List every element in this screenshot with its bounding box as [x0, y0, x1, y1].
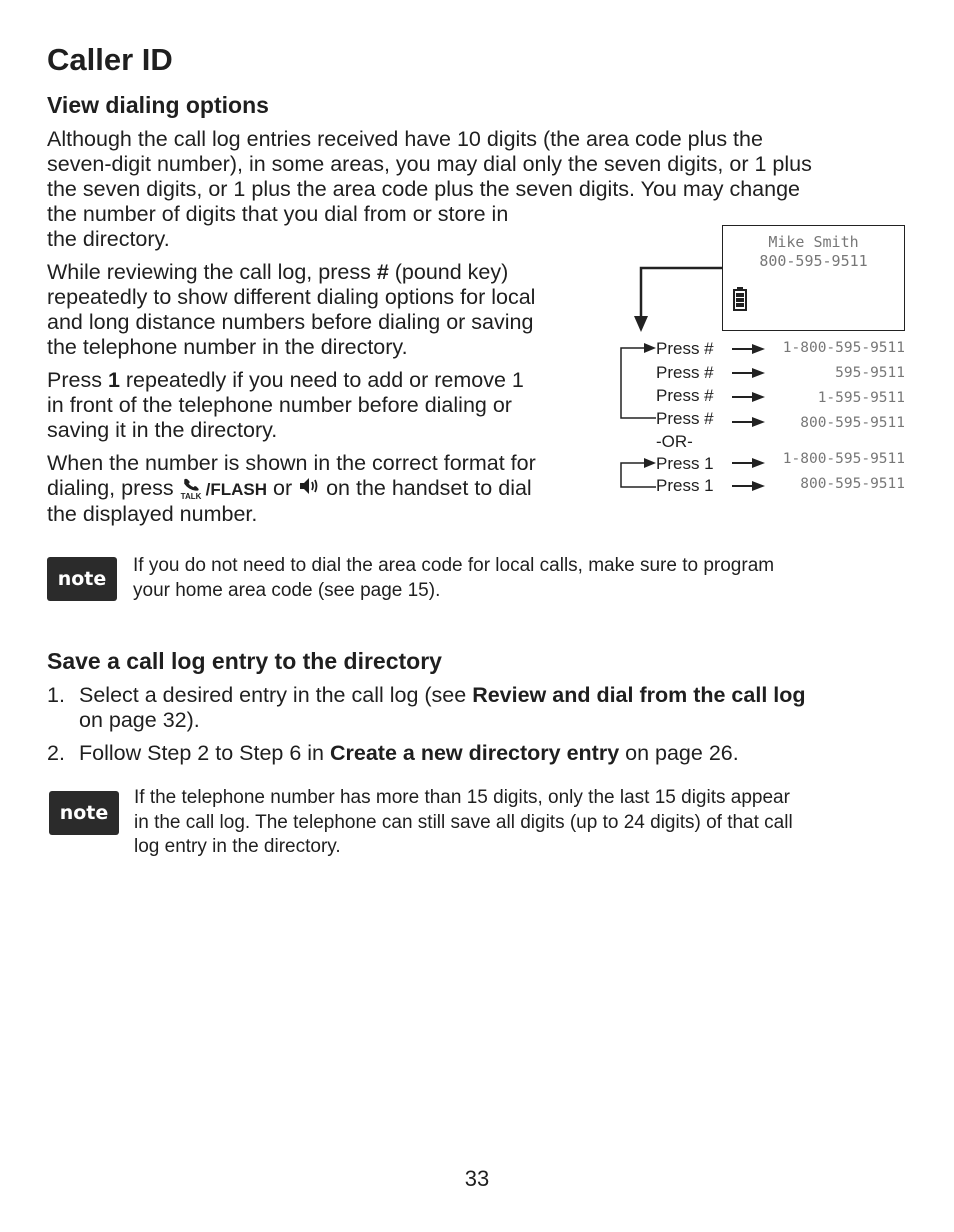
text-line: If the telephone number has more than 15 digits, only the last 15 digits appear — [134, 787, 790, 808]
text-line: the directory. — [47, 227, 170, 251]
dial-format-number: 1-595-9511 — [817, 390, 905, 406]
dial-format-number: 1-800-595-9511 — [782, 451, 905, 467]
text-line: repeatedly to show different dialing options for local — [47, 285, 536, 309]
press-label: Press # — [656, 363, 714, 382]
text-fragment: While reviewing the call log, press — [47, 260, 377, 284]
dial-format-number: 800-595-9511 — [800, 476, 905, 492]
text-line: seven-digit number), in some areas, you may dial only the seven digits, or 1 plus — [47, 152, 812, 176]
text-fragment: (pound key) — [388, 260, 509, 284]
one-key-label: 1 — [107, 368, 120, 392]
note-text — [133, 554, 774, 603]
note-badge: note — [47, 557, 117, 601]
text-fragment: Select a desired entry in the call log (see — [79, 683, 473, 707]
step-text — [79, 683, 806, 733]
dial-format-number: 1-800-595-9511 — [782, 340, 905, 356]
step-text — [79, 741, 739, 766]
page-title: Caller ID — [47, 42, 173, 77]
paragraph-dial — [47, 451, 536, 527]
note-badge: note — [49, 791, 119, 835]
step-number: 2. — [47, 741, 65, 765]
text-line: in front of the telephone number before dialing or — [47, 393, 512, 417]
text-line: your home area code (see page 15). — [133, 579, 441, 601]
text-fragment: Follow Step 2 to Step 6 in — [79, 741, 330, 765]
text-fragment: on page 26. — [619, 741, 739, 765]
talk-label: TALK — [180, 492, 202, 502]
press-label: Press # — [656, 339, 714, 358]
reference-title: Create a new directory entry — [329, 741, 620, 765]
step-number: 1. — [47, 683, 65, 707]
press-label: Press # — [656, 386, 714, 405]
text-line: the displayed number. — [47, 502, 258, 527]
step-2 — [47, 741, 907, 767]
flash-label: /FLASH — [205, 480, 268, 499]
text-line: When the number is shown in the correct format for — [47, 451, 536, 475]
text-line — [79, 683, 806, 708]
screen-caller-number: 800-595-9511 — [759, 252, 868, 270]
paragraph-press-one — [47, 368, 524, 443]
press-label: Press # — [656, 409, 714, 428]
screen-caller-name: Mike Smith — [768, 233, 859, 251]
dial-format-number: 800-595-9511 — [800, 415, 905, 431]
section-heading-view-dialing-options: View dialing options — [47, 92, 269, 118]
page-number: 33 — [464, 1166, 490, 1191]
text-line: on page 32). — [79, 708, 200, 732]
dial-format-number: 595-9511 — [835, 365, 905, 381]
reference-title: Review and dial from the call log — [472, 683, 806, 707]
talk-phone-icon — [180, 477, 206, 501]
text-line: the seven digits, or 1 plus the area code plus the seven digits. You may change — [47, 177, 800, 201]
text-line: log entry in the directory. — [134, 836, 341, 857]
text-line: Although the call log entries received have 10 digits (the area code plus the — [47, 127, 763, 151]
speaker-icon — [298, 476, 320, 502]
press-label: Press 1 — [656, 454, 714, 473]
text-line: the telephone number in the directory. — [47, 335, 408, 359]
or-label: -OR- — [656, 432, 693, 451]
text-fragment: repeatedly if you need to add or remove 1 — [119, 368, 524, 392]
note-text — [134, 786, 793, 860]
text-line: If you do not need to dial the area code for local calls, make sure to program — [133, 555, 775, 576]
text-line — [47, 476, 536, 502]
text-line: in the call log. The telephone can still save all digits (up to 24 digits) of that call — [134, 811, 793, 833]
section-heading-save-entry: Save a call log entry to the directory — [47, 648, 442, 674]
step-1 — [47, 683, 907, 735]
text-line — [47, 368, 524, 393]
text-fragment: dialing, press — [47, 476, 180, 500]
pound-key-label: # — [376, 260, 389, 284]
text-fragment: or — [267, 476, 299, 500]
text-fragment: Press — [47, 368, 108, 392]
paragraph-pound-key — [47, 260, 535, 360]
text-line: and long distance numbers before dialing or saving — [47, 310, 534, 334]
press-label: Press 1 — [656, 476, 714, 495]
text-fragment: on the handset to dial — [320, 476, 532, 500]
text-line: saving it in the directory. — [47, 418, 278, 442]
paragraph-intro — [47, 127, 812, 252]
text-line — [47, 260, 535, 285]
text-line: the number of digits that you dial from or store in — [47, 202, 509, 226]
